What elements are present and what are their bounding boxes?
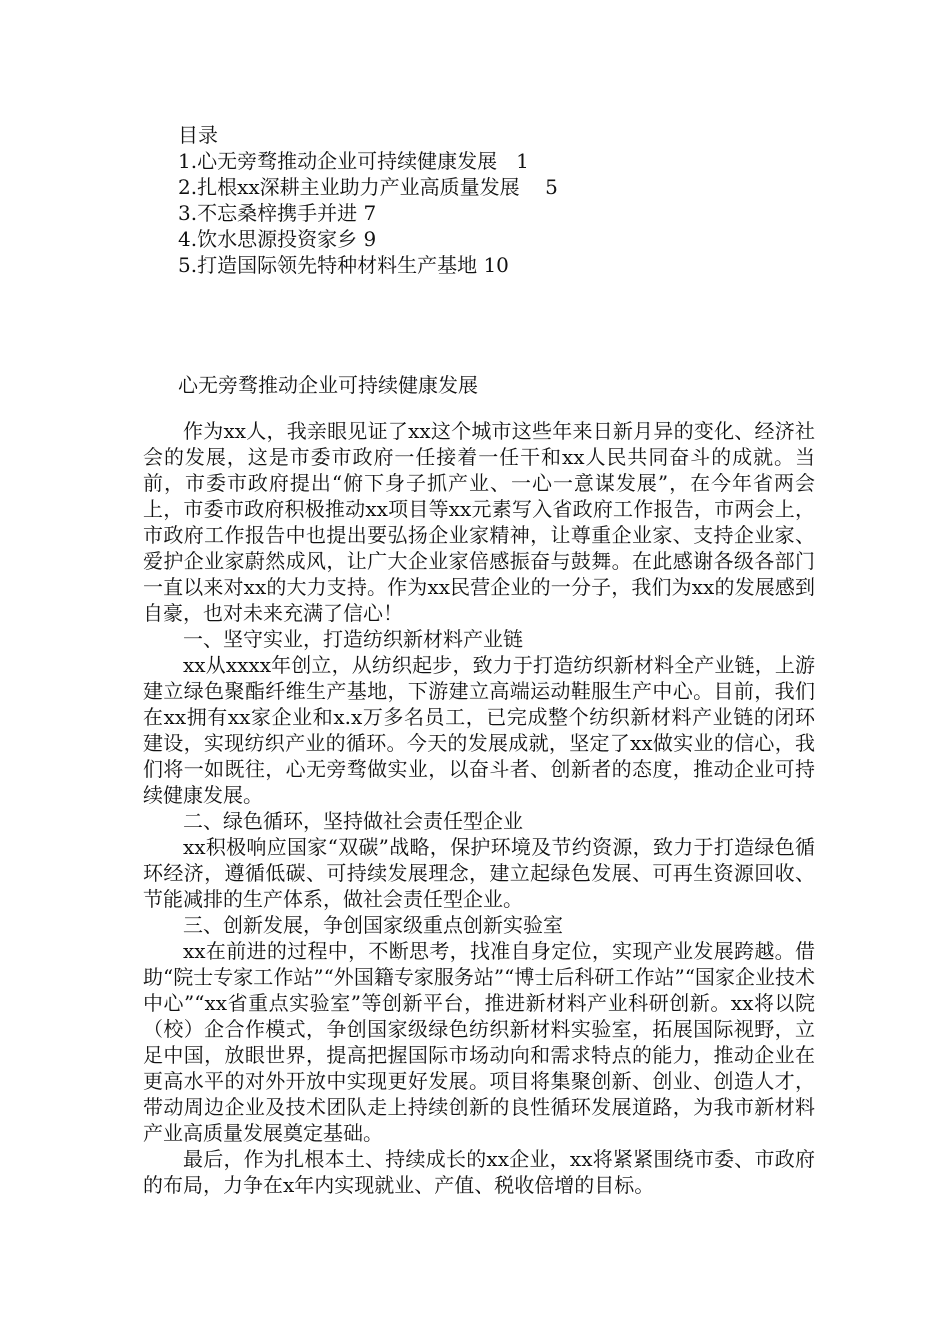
toc-item[interactable]: 2.扎根xx深耕主业助力产业高质量发展 5 xyxy=(178,175,558,199)
section-heading: 二、绿色循环，坚持做社会责任型企业 xyxy=(183,809,523,833)
toc-item[interactable]: 4.饮水思源投资家乡 9 xyxy=(178,227,377,251)
body-paragraph: xx积极响应国家“双碳”战略，保护环境及节约资源，致力于打造绿色循环经济，遵循低碳、可持续发展理念，建立起绿色发展、可再生资源回收、节能减排的生产体系，做社会责任型企业。 xyxy=(143,835,815,911)
section-heading: 三、创新发展，争创国家级重点创新实验室 xyxy=(183,913,563,937)
toc-heading: 目录 xyxy=(178,123,218,147)
toc-item[interactable]: 1.心无旁骛推动企业可持续健康发展 1 xyxy=(178,149,529,173)
table-of-contents xyxy=(178,122,798,278)
closing-paragraph: 最后，作为扎根本土、持续成长的xx企业，xx将紧紧围绕市委、市政府的布局，力争在x年内实现就业、产值、税收倍增的目标。 xyxy=(143,1147,815,1197)
section-heading: 一、坚守实业，打造纺织新材料产业链 xyxy=(183,627,523,651)
article-body xyxy=(143,418,815,1198)
body-paragraph: xx从xxxx年创立，从纺织起步，致力于打造纺织新材料全产业链，上游建立绿色聚酯纤维生产基地，下游建立高端运动鞋服生产中心。目前，我们在xx拥有xx家企业和x.x万多名员工，已完成整个纺织新材料产业链的闭环建设，实现纺织产业的循环。今天的发展成就，坚定了xx做实业的信心，我们将一如既往，心无旁骛做实业，以奋斗者、创新者的态度，推动企业可持续健康发展。 xyxy=(143,653,815,807)
toc-item[interactable]: 3.不忘桑梓携手并进 7 xyxy=(178,201,377,225)
toc-item[interactable]: 5.打造国际领先特种材料生产基地 10 xyxy=(178,253,509,277)
body-paragraph: xx在前进的过程中，不断思考，找准自身定位，实现产业发展跨越。借助“院士专家工作站”“外国籍专家服务站”“博士后科研工作站”“国家企业技术中心”“xx省重点实验室”等创新平台，推进新材料产业科研创新。xx将以院（校）企合作模式，争创国家级绿色纺织新材料实验室，拓展国际视野，立足中国，放眼世界，提高把握国际市场动向和需求特点的能力，推动企业在更高水平的对外开放中实现更好发展。项目将集聚创新、创业、创造人才，带动周边企业及技术团队走上持续创新的良性循环发展道路，为我市新材料产业高质量发展奠定基础。 xyxy=(143,939,815,1145)
article-title: 心无旁骛推动企业可持续健康发展 xyxy=(178,373,478,397)
intro-paragraph: 作为xx人，我亲眼见证了xx这个城市这些年来日新月异的变化、经济社会的发展，这是市委市政府一任接着一任干和xx人民共同奋斗的成就。当前，市委市政府提出“俯下身子抓产业、一心一意谋发展”，在今年省两会上，市委市政府积极推动xx项目等xx元素写入省政府工作报告，市两会上，市政府工作报告中也提出要弘扬企业家精神，让尊重企业家、支持企业家、爱护企业家蔚然成风，让广大企业家倍感振奋与鼓舞。在此感谢各级各部门一直以来对xx的大力支持。作为xx民营企业的一分子，我们为xx的发展感到自豪，也对未来充满了信心！ xyxy=(143,419,815,625)
